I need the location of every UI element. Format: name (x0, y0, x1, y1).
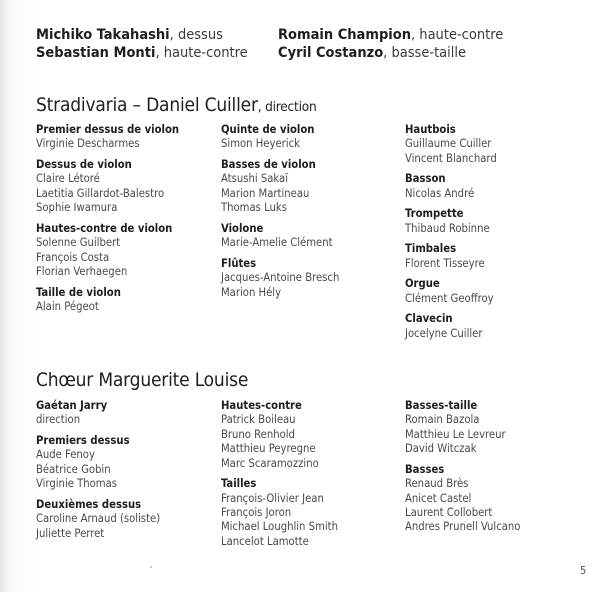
member-name: Thomas Luks (221, 201, 287, 215)
member-name: Marion Martineau (221, 186, 310, 200)
member-name: Thibaud Robinne (405, 221, 490, 235)
section-title: Hautes-contre (221, 399, 302, 412)
soloist-role: , dessus (169, 27, 223, 43)
section-title: Basses de violon (221, 158, 316, 171)
soloists-col-2 (278, 26, 503, 62)
orchestra-suffix: , direction (257, 99, 317, 115)
member-name: Laetitia Gillardot-Balestro (36, 186, 165, 200)
member-name: Florent Tisseyre (405, 256, 485, 270)
member-name: Sophie Iwamura (36, 201, 118, 215)
member-name: Michael Loughlin Smith (221, 520, 338, 534)
section-title: Dessus de violon (36, 158, 132, 171)
member-name: Virginie Descharmes (36, 137, 140, 151)
member-name: Marion Hély (221, 285, 282, 299)
member-name: François Joron (221, 506, 292, 520)
section-title: Basson (405, 172, 446, 186)
section-group (405, 463, 520, 535)
speck (150, 566, 152, 568)
member-name: Jocelyne Cuiller (405, 326, 483, 340)
section-group (36, 158, 179, 216)
section-title: Gaétan Jarry (36, 399, 108, 412)
section-group (405, 172, 497, 201)
soloist-role: , basse-taille (383, 45, 467, 61)
soloist-name: Michiko Takahashi (36, 27, 170, 43)
section-title: Tailles (221, 477, 257, 491)
section-title: Premier dessus de violon (36, 123, 180, 136)
member-name: Simon Heyerick (221, 137, 300, 151)
soloist-name: Romain Champion (278, 27, 412, 43)
section-title: Basses-taille (405, 399, 478, 412)
member-name: Matthieu Peyregne (221, 442, 316, 456)
member-name: Atsushi Sakaï (221, 172, 289, 186)
member-name: Alain Pégeot (36, 300, 99, 314)
roster-column (36, 399, 160, 547)
choir-heading (36, 369, 248, 391)
orchestra-name: Stradivaria – Daniel Cuiller (36, 94, 258, 116)
member-name: Renaud Brès (405, 477, 469, 491)
member-name: Laurent Collobert (405, 506, 493, 520)
member-name: direction (36, 413, 81, 427)
member-name: Solenne Guilbert (36, 236, 121, 250)
member-name: Aude Fenoy (36, 448, 95, 462)
section-group (405, 277, 497, 306)
soloist (36, 26, 248, 44)
section-title: Hautes-contre de violon (36, 221, 173, 235)
section-title: Deuxièmes dessus (36, 497, 142, 511)
roster-column (405, 399, 520, 541)
soloist (36, 44, 248, 62)
soloists-col-1 (36, 26, 248, 62)
section-group (221, 123, 339, 152)
roster-column (405, 123, 497, 347)
section-title: Hautbois (405, 123, 456, 136)
section-group (405, 207, 497, 236)
section-group (36, 434, 160, 492)
member-name: David Witczak (405, 442, 477, 456)
member-name: Nicolas André (405, 186, 475, 200)
section-title: Trompette (405, 207, 464, 221)
section-group (405, 123, 497, 166)
section-group (405, 312, 497, 341)
member-name: Claire Létoré (36, 172, 100, 186)
roster-column (221, 123, 339, 306)
section-group (405, 399, 520, 457)
member-name: Clément Geoffroy (405, 291, 494, 305)
section-group (221, 222, 339, 251)
section-title: Violone (221, 221, 264, 235)
member-name: Marc Scaramozzino (221, 456, 319, 470)
section-group (36, 123, 179, 152)
member-name: Juliette Perret (36, 526, 105, 540)
member-name: Anicet Castel (405, 491, 472, 505)
roster-column (221, 399, 338, 555)
section-group (221, 257, 339, 300)
member-name: Virginie Thomas (36, 477, 118, 491)
member-name: François-Olivier Jean (221, 491, 324, 505)
member-name: Vincent Blanchard (405, 151, 497, 165)
page-number: 5 (580, 564, 587, 577)
member-name: Bruno Renhold (221, 427, 295, 441)
member-name: Jacques-Antoine Bresch (221, 271, 340, 285)
section-title: Taille de violon (36, 285, 121, 299)
member-name: Romain Bazola (405, 413, 480, 427)
orchestra-heading (36, 94, 317, 116)
choir-name: Chœur Marguerite Louise (36, 369, 249, 391)
section-group (221, 477, 338, 549)
section-group (36, 286, 179, 315)
section-title: Basses (405, 462, 445, 476)
member-name: Guillaume Cuiller (405, 137, 492, 151)
soloist-role: , haute-contre (155, 45, 248, 61)
member-name: Florian Verhaegen (36, 265, 128, 279)
soloist (278, 44, 503, 62)
section-title: Orgue (405, 277, 440, 291)
section-title: Timbales (405, 242, 457, 256)
member-name: Béatrice Gobin (36, 462, 111, 476)
section-title: Clavecin (405, 312, 453, 326)
member-name: Caroline Arnaud (soliste) (36, 512, 161, 526)
section-group (36, 222, 179, 280)
soloist-name: Cyril Costanzo (278, 45, 384, 61)
section-group (36, 399, 160, 428)
soloist-name: Sebastian Monti (36, 45, 156, 61)
roster-column (36, 123, 179, 321)
member-name: Andres Prunell Vulcano (405, 520, 521, 534)
member-name: Patrick Boileau (221, 413, 296, 427)
soloist-role: , haute-contre (411, 27, 504, 43)
member-name: Marie-Amelie Clément (221, 236, 333, 250)
section-title: Premiers dessus (36, 434, 130, 447)
section-title: Flûtes (221, 256, 257, 270)
soloist (278, 26, 503, 44)
member-name: Matthieu Le Levreur (405, 427, 506, 441)
section-title: Quinte de violon (221, 123, 315, 136)
member-name: François Costa (36, 250, 110, 264)
section-group (405, 242, 497, 271)
member-name: Lancelot Lamotte (221, 534, 309, 548)
section-group (221, 158, 339, 216)
section-group (36, 498, 160, 541)
section-group (221, 399, 338, 471)
